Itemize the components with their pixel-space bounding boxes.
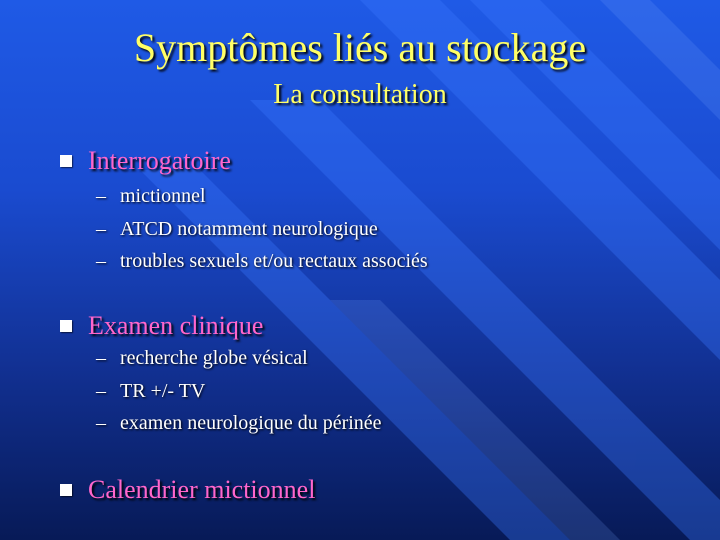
dash-bullet: – — [96, 218, 106, 240]
list-item — [96, 411, 382, 435]
section-heading-interrogatoire: Interrogatoire — [88, 146, 231, 175]
dash-bullet: – — [96, 347, 106, 369]
list-item-text: examen neurologique du périnée — [120, 412, 382, 434]
slide-title: Symptômes liés au stockage — [133, 25, 587, 70]
dash-bullet: – — [96, 412, 106, 434]
dash-bullet: – — [96, 250, 106, 272]
square-bullet-icon — [60, 484, 72, 496]
list-item — [96, 346, 308, 370]
list-item — [96, 184, 206, 208]
section-heading-calendrier: Calendrier mictionnel — [88, 475, 316, 504]
list-item — [96, 379, 205, 403]
dash-bullet: – — [96, 185, 106, 207]
section-heading-examen: Examen clinique — [88, 311, 264, 340]
list-item-text: troubles sexuels et/ou rectaux associés — [120, 250, 428, 272]
square-bullet-icon — [60, 320, 72, 332]
slide-subtitle: La consultation — [273, 79, 447, 110]
dash-bullet: – — [96, 380, 106, 402]
list-item-text: ATCD notamment neurologique — [120, 218, 378, 240]
list-item-text: recherche globe vésical — [120, 347, 308, 369]
list-item-text: mictionnel — [120, 185, 206, 207]
list-item — [96, 217, 378, 241]
list-item-text: TR +/- TV — [120, 380, 206, 402]
square-bullet-icon — [60, 155, 72, 167]
list-item — [96, 249, 428, 273]
